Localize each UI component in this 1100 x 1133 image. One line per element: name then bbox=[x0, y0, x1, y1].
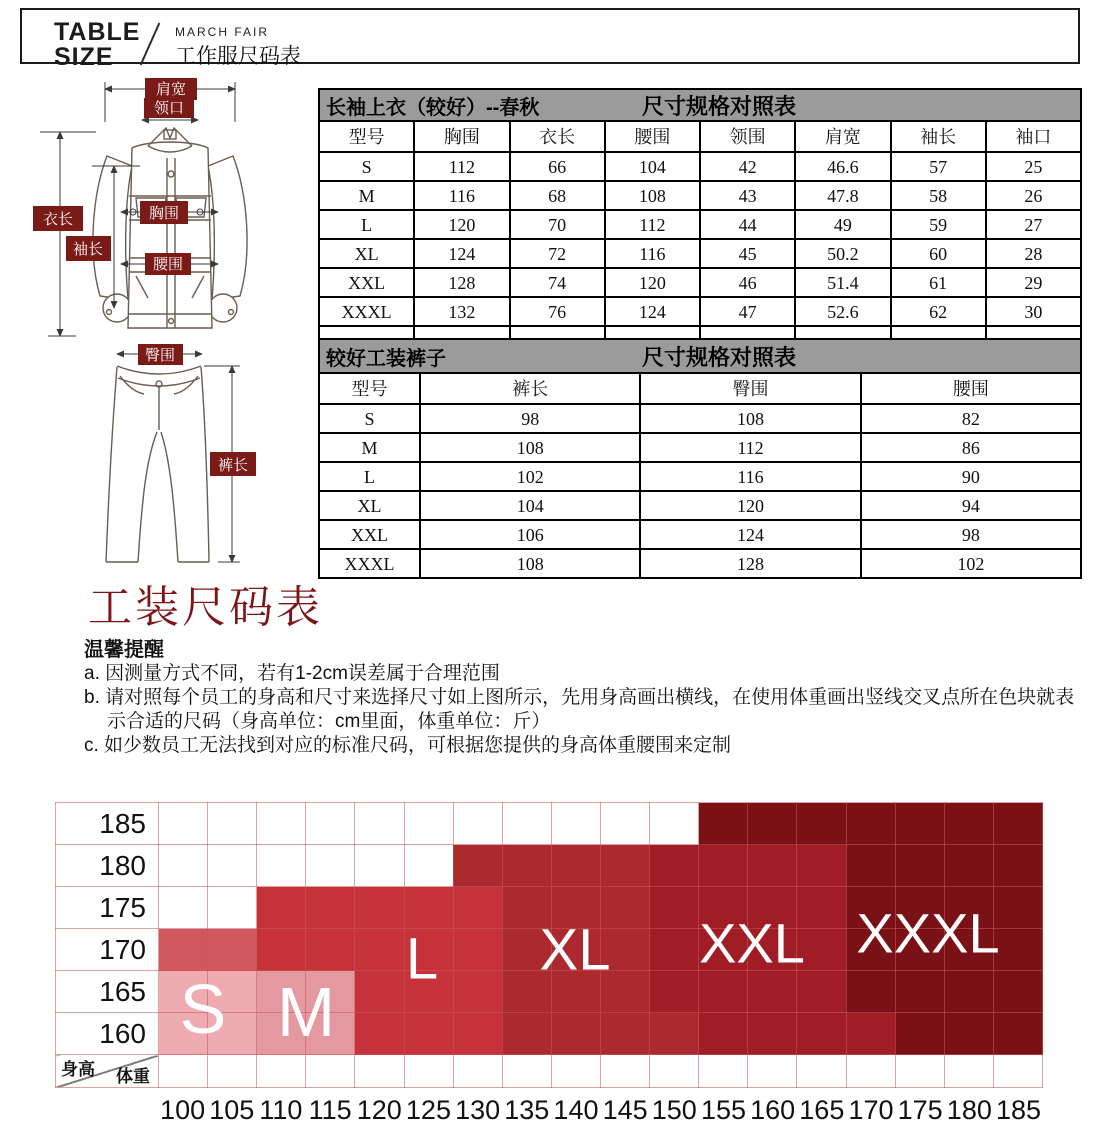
x-axis-labels bbox=[158, 1088, 1043, 1126]
header-row bbox=[319, 121, 1081, 152]
axis-corner-cell bbox=[56, 1055, 159, 1088]
heatmap-cell bbox=[306, 887, 355, 929]
y-axis-label: 175 bbox=[56, 887, 159, 929]
table-cell: 98 bbox=[420, 404, 640, 433]
x-axis-label: 140 bbox=[553, 1095, 599, 1125]
hip-label: 臀围 bbox=[144, 347, 176, 364]
table-cell: 116 bbox=[605, 239, 700, 268]
heatmap-cell bbox=[355, 1013, 404, 1055]
table-cell: XL bbox=[319, 239, 414, 268]
y-axis-title: 身高 bbox=[61, 1060, 95, 1079]
table-cell: 72 bbox=[510, 239, 605, 268]
heatmap-cell bbox=[993, 803, 1042, 845]
table-cell: 132 bbox=[414, 297, 509, 326]
heatmap-cell bbox=[600, 1013, 649, 1055]
table-cell: 82 bbox=[861, 404, 1081, 433]
table-row bbox=[319, 404, 1081, 433]
heatmap-cell bbox=[453, 887, 502, 929]
column-header: 领围 bbox=[700, 121, 795, 152]
heatmap-cell bbox=[699, 971, 748, 1013]
table-cell: 128 bbox=[640, 549, 860, 578]
y-axis-label: 170 bbox=[56, 929, 159, 971]
heatmap-cell bbox=[944, 971, 993, 1013]
table-cell: 68 bbox=[510, 181, 605, 210]
table-cell: 86 bbox=[861, 433, 1081, 462]
measurement-diagram bbox=[28, 70, 320, 590]
x-axis-label: 160 bbox=[750, 1095, 796, 1125]
table-cell: 112 bbox=[414, 152, 509, 181]
x-axis-label: 185 bbox=[995, 1095, 1042, 1125]
x-axis-title: 体重 bbox=[116, 1067, 150, 1086]
brand-bottom: SIZE bbox=[54, 43, 114, 71]
table-cell: 104 bbox=[420, 491, 640, 520]
empty-cell bbox=[846, 1055, 895, 1088]
heatmap-cell bbox=[257, 803, 306, 845]
x-axis-label: 115 bbox=[308, 1095, 352, 1125]
heatmap-cell bbox=[748, 1013, 797, 1055]
heatmap-cell bbox=[404, 887, 453, 929]
table-row bbox=[319, 297, 1081, 326]
heatmap-cell bbox=[404, 845, 453, 887]
heatmap-cell bbox=[895, 803, 944, 845]
empty-cell bbox=[993, 1055, 1042, 1088]
empty-cell bbox=[600, 1055, 649, 1088]
heatmap-cell bbox=[355, 803, 404, 845]
heatmap-cell bbox=[453, 929, 502, 971]
page-title: 工作服尺码表 bbox=[175, 45, 301, 68]
table-row bbox=[319, 268, 1081, 297]
table-cell: 29 bbox=[986, 268, 1081, 297]
table-cell: 46 bbox=[700, 268, 795, 297]
band-title: 较好工装裤子 bbox=[326, 347, 446, 370]
heatmap-cell bbox=[551, 845, 600, 887]
table-cell: 128 bbox=[414, 268, 509, 297]
heatmap-cell bbox=[404, 1013, 453, 1055]
table-cell: 74 bbox=[510, 268, 605, 297]
size-region-label: XL bbox=[539, 917, 611, 983]
column-header: 肩宽 bbox=[795, 121, 890, 152]
column-header: 袖长 bbox=[891, 121, 986, 152]
heatmap-cell bbox=[453, 845, 502, 887]
heatmap-cell bbox=[159, 845, 208, 887]
heatmap-cell bbox=[846, 971, 895, 1013]
pants-drawing bbox=[106, 366, 209, 562]
heatmap-cell bbox=[502, 845, 551, 887]
empty-cell bbox=[895, 1055, 944, 1088]
size-region-label: S bbox=[179, 970, 227, 1048]
table-cell: 116 bbox=[640, 462, 860, 491]
table-row bbox=[319, 491, 1081, 520]
table-cell: 70 bbox=[510, 210, 605, 239]
empty-cell bbox=[208, 1055, 257, 1088]
size-heatmap-chart bbox=[55, 802, 1043, 1127]
brand-top: TABLE bbox=[54, 18, 141, 46]
brand-logo bbox=[54, 20, 140, 70]
heatmap-cell bbox=[551, 1013, 600, 1055]
heatmap-cell bbox=[502, 803, 551, 845]
heatmap-cell bbox=[453, 1013, 502, 1055]
column-header: 裤长 bbox=[420, 373, 640, 404]
table-cell: L bbox=[319, 462, 420, 491]
heatmap-cell bbox=[502, 1013, 551, 1055]
heatmap-cell bbox=[846, 845, 895, 887]
column-header: 袖口 bbox=[986, 121, 1081, 152]
x-axis-label: 100 bbox=[160, 1095, 206, 1125]
empty-cell bbox=[502, 1055, 551, 1088]
heatmap-cell bbox=[355, 929, 404, 971]
table-cell: 61 bbox=[891, 268, 986, 297]
x-axis-label: 145 bbox=[602, 1095, 648, 1125]
heatmap-cell bbox=[650, 887, 699, 929]
table-cell: 51.4 bbox=[795, 268, 890, 297]
table-cell: 94 bbox=[861, 491, 1081, 520]
x-axis-label: 110 bbox=[259, 1095, 303, 1125]
table-cell: 120 bbox=[640, 491, 860, 520]
heatmap-cell bbox=[650, 803, 699, 845]
header-row bbox=[319, 373, 1081, 404]
heatmap-row bbox=[56, 845, 1043, 887]
column-header: 腰围 bbox=[861, 373, 1081, 404]
table-cell: 60 bbox=[891, 239, 986, 268]
heatmap-cell bbox=[797, 803, 846, 845]
size-region-label: M bbox=[276, 973, 336, 1051]
table-cell: XXL bbox=[319, 520, 420, 549]
chest-label: 胸围 bbox=[148, 205, 180, 222]
column-header: 型号 bbox=[319, 373, 420, 404]
heatmap-cell bbox=[748, 845, 797, 887]
table-cell: 57 bbox=[891, 152, 986, 181]
empty-cell bbox=[404, 1055, 453, 1088]
heatmap-cell bbox=[306, 845, 355, 887]
table-row bbox=[319, 239, 1081, 268]
heatmap-cell bbox=[257, 845, 306, 887]
x-axis-label: 180 bbox=[946, 1095, 992, 1125]
y-axis-label: 180 bbox=[56, 845, 159, 887]
column-header: 臀围 bbox=[640, 373, 860, 404]
empty-cell bbox=[355, 1055, 404, 1088]
heatmap-cell bbox=[846, 1013, 895, 1055]
heatmap-cell bbox=[453, 971, 502, 1013]
heatmap-cell bbox=[257, 887, 306, 929]
table-cell: 49 bbox=[795, 210, 890, 239]
band-caption: 尺寸规格对照表 bbox=[642, 344, 797, 370]
table-cell: S bbox=[319, 404, 420, 433]
heatmap-cell bbox=[797, 845, 846, 887]
table-row bbox=[319, 433, 1081, 462]
table-cell: M bbox=[319, 181, 414, 210]
heatmap-cell bbox=[944, 845, 993, 887]
empty-cell bbox=[699, 1055, 748, 1088]
table-cell: 66 bbox=[510, 152, 605, 181]
table-cell: 108 bbox=[640, 404, 860, 433]
empty-cell bbox=[159, 1055, 208, 1088]
heatmap-cell bbox=[699, 1013, 748, 1055]
heatmap-cell bbox=[208, 845, 257, 887]
heatmap-cell bbox=[650, 1013, 699, 1055]
table-cell: 120 bbox=[414, 210, 509, 239]
table-cell: 90 bbox=[861, 462, 1081, 491]
table-row bbox=[319, 181, 1081, 210]
column-header: 腰围 bbox=[605, 121, 700, 152]
y-axis-label: 165 bbox=[56, 971, 159, 1013]
heatmap-cell bbox=[650, 929, 699, 971]
table-cell: 46.6 bbox=[795, 152, 890, 181]
empty-cell bbox=[306, 1055, 355, 1088]
header-subtitle: MARCH FAIR bbox=[175, 25, 270, 39]
heatmap-cell bbox=[993, 1013, 1042, 1055]
pants-size-table bbox=[318, 338, 1082, 579]
heatmap-cell bbox=[748, 803, 797, 845]
heatmap-cell bbox=[208, 803, 257, 845]
heatmap-cell bbox=[846, 803, 895, 845]
note-line: c. 如少数员工无法找到对应的标准尺码，可根据您提供的身高体重腰围来定制 bbox=[84, 735, 732, 756]
heatmap-cell bbox=[355, 971, 404, 1013]
heatmap-cell bbox=[699, 803, 748, 845]
heatmap-cell bbox=[355, 887, 404, 929]
column-header: 衣长 bbox=[510, 121, 605, 152]
heatmap-cell bbox=[208, 887, 257, 929]
table-cell: 58 bbox=[891, 181, 986, 210]
table-cell: 42 bbox=[700, 152, 795, 181]
size-region-label: XXL bbox=[699, 911, 805, 975]
table-cell: 30 bbox=[986, 297, 1081, 326]
table-cell: 26 bbox=[986, 181, 1081, 210]
table-cell: XXXL bbox=[319, 549, 420, 578]
empty-cell bbox=[257, 1055, 306, 1088]
section-title: 工装尺码表 bbox=[88, 583, 323, 632]
jacket-length-label: 衣长 bbox=[42, 211, 74, 228]
table-row bbox=[319, 549, 1081, 578]
table-cell: S bbox=[319, 152, 414, 181]
band-caption: 尺寸规格对照表 bbox=[642, 93, 797, 119]
heatmap-cell bbox=[699, 845, 748, 887]
table-cell: 28 bbox=[986, 239, 1081, 268]
x-axis-label: 105 bbox=[209, 1095, 255, 1125]
heatmap-cell bbox=[993, 929, 1042, 971]
table-cell: 102 bbox=[861, 549, 1081, 578]
heatmap-cell bbox=[993, 971, 1042, 1013]
table-cell: 44 bbox=[700, 210, 795, 239]
heatmap-cell bbox=[650, 845, 699, 887]
table-cell: 27 bbox=[986, 210, 1081, 239]
heatmap-cell bbox=[944, 1013, 993, 1055]
heatmap-cell bbox=[944, 803, 993, 845]
table-cell: M bbox=[319, 433, 420, 462]
sleeve-length-label: 袖长 bbox=[72, 241, 104, 258]
heatmap-cell bbox=[306, 929, 355, 971]
column-header: 型号 bbox=[319, 121, 414, 152]
table-cell: 108 bbox=[420, 433, 640, 462]
waist-label: 腰围 bbox=[152, 256, 184, 273]
table-cell: 106 bbox=[420, 520, 640, 549]
table-cell: 25 bbox=[986, 152, 1081, 181]
shoulder-width-label: 肩宽 bbox=[155, 81, 187, 98]
note-line: a. 因测量方式不同，若有1-2cm误差属于合理范围 bbox=[84, 663, 500, 684]
x-axis-label: 120 bbox=[356, 1095, 402, 1125]
table-cell: 50.2 bbox=[795, 239, 890, 268]
note-line: 示合适的尺码（身高单位：cm里面，体重单位：斤） bbox=[107, 711, 551, 732]
table-cell: 112 bbox=[605, 210, 700, 239]
empty-cell bbox=[551, 1055, 600, 1088]
heatmap-cell bbox=[257, 929, 306, 971]
heatmap-cell bbox=[159, 803, 208, 845]
heatmap-cell bbox=[895, 971, 944, 1013]
notes-block bbox=[84, 638, 1074, 758]
band-title: 长袖上衣（较好）--春秋 bbox=[326, 96, 540, 119]
table-row bbox=[319, 152, 1081, 181]
x-axis-label: 175 bbox=[897, 1095, 943, 1125]
size-region-label: L bbox=[405, 926, 439, 992]
x-axis-label: 150 bbox=[651, 1095, 697, 1125]
size-table-grid bbox=[318, 120, 1082, 356]
table-cell: 43 bbox=[700, 181, 795, 210]
heatmap-cell bbox=[993, 887, 1042, 929]
collar-label: 领口 bbox=[153, 100, 185, 117]
table-cell: 76 bbox=[510, 297, 605, 326]
heatmap-cell bbox=[993, 845, 1042, 887]
x-axis-label: 155 bbox=[700, 1095, 746, 1125]
heatmap-cell bbox=[355, 845, 404, 887]
axis-corner-row bbox=[56, 1055, 1043, 1088]
y-axis-label: 160 bbox=[56, 1013, 159, 1055]
heatmap-cell bbox=[895, 845, 944, 887]
heatmap-cell bbox=[895, 1013, 944, 1055]
x-axis-label: 135 bbox=[504, 1095, 550, 1125]
heatmap-cell bbox=[208, 929, 257, 971]
size-table-grid bbox=[318, 372, 1082, 579]
empty-cell bbox=[797, 1055, 846, 1088]
heatmap-cell bbox=[404, 803, 453, 845]
table-cell: XXXL bbox=[319, 297, 414, 326]
heatmap-cell bbox=[306, 803, 355, 845]
heatmap-cell bbox=[453, 803, 502, 845]
table-cell: 47.8 bbox=[795, 181, 890, 210]
table-cell: 104 bbox=[605, 152, 700, 181]
table-band bbox=[318, 338, 1082, 372]
table-row bbox=[319, 520, 1081, 549]
table-row bbox=[319, 210, 1081, 239]
table-cell: 124 bbox=[414, 239, 509, 268]
table-cell: XL bbox=[319, 491, 420, 520]
table-cell: 108 bbox=[420, 549, 640, 578]
heatmap-cell bbox=[797, 1013, 846, 1055]
table-cell: 52.6 bbox=[795, 297, 890, 326]
table-cell: 116 bbox=[414, 181, 509, 210]
x-axis-label: 130 bbox=[455, 1095, 501, 1125]
empty-cell bbox=[453, 1055, 502, 1088]
heatmap-cell bbox=[748, 971, 797, 1013]
empty-cell bbox=[944, 1055, 993, 1088]
table-cell: 108 bbox=[605, 181, 700, 210]
size-region-label: XXXL bbox=[856, 901, 1000, 965]
pant-length-label: 裤长 bbox=[217, 457, 249, 474]
heatmap-row bbox=[56, 803, 1043, 845]
heatmap-cell bbox=[600, 803, 649, 845]
table-cell: 124 bbox=[605, 297, 700, 326]
table-cell: 59 bbox=[891, 210, 986, 239]
empty-cell bbox=[650, 1055, 699, 1088]
table-row bbox=[319, 462, 1081, 491]
table-cell: 102 bbox=[420, 462, 640, 491]
x-axis-label: 165 bbox=[799, 1095, 845, 1125]
x-axis-label: 170 bbox=[848, 1095, 894, 1125]
table-cell: 124 bbox=[640, 520, 860, 549]
heatmap-cell bbox=[159, 929, 208, 971]
table-cell: 45 bbox=[700, 239, 795, 268]
heatmap-cell bbox=[650, 971, 699, 1013]
heatmap-cell bbox=[551, 803, 600, 845]
table-cell: 98 bbox=[861, 520, 1081, 549]
table-band bbox=[318, 88, 1082, 120]
table-cell: XXL bbox=[319, 268, 414, 297]
heatmap-cell bbox=[600, 845, 649, 887]
table-cell: 112 bbox=[640, 433, 860, 462]
empty-cell bbox=[748, 1055, 797, 1088]
notes-heading: 温馨提醒 bbox=[84, 639, 164, 661]
table-cell: L bbox=[319, 210, 414, 239]
heatmap-cell bbox=[797, 971, 846, 1013]
table-cell: 62 bbox=[891, 297, 986, 326]
y-axis-label: 185 bbox=[56, 803, 159, 845]
table-cell: 120 bbox=[605, 268, 700, 297]
note-line: b. 请对照每个员工的身高和尺寸来选择尺寸如上图所示，先用身高画出横线，在使用体重画出竖线交叉点所在色块就表 bbox=[84, 687, 1075, 708]
jacket-size-table bbox=[318, 88, 1082, 356]
divider-slash bbox=[140, 23, 161, 66]
column-header: 胸围 bbox=[414, 121, 509, 152]
x-axis-label: 125 bbox=[405, 1095, 451, 1125]
header-box bbox=[20, 8, 1080, 71]
heatmap-cell bbox=[159, 887, 208, 929]
jacket-drawing bbox=[93, 128, 247, 328]
table-cell: 47 bbox=[700, 297, 795, 326]
